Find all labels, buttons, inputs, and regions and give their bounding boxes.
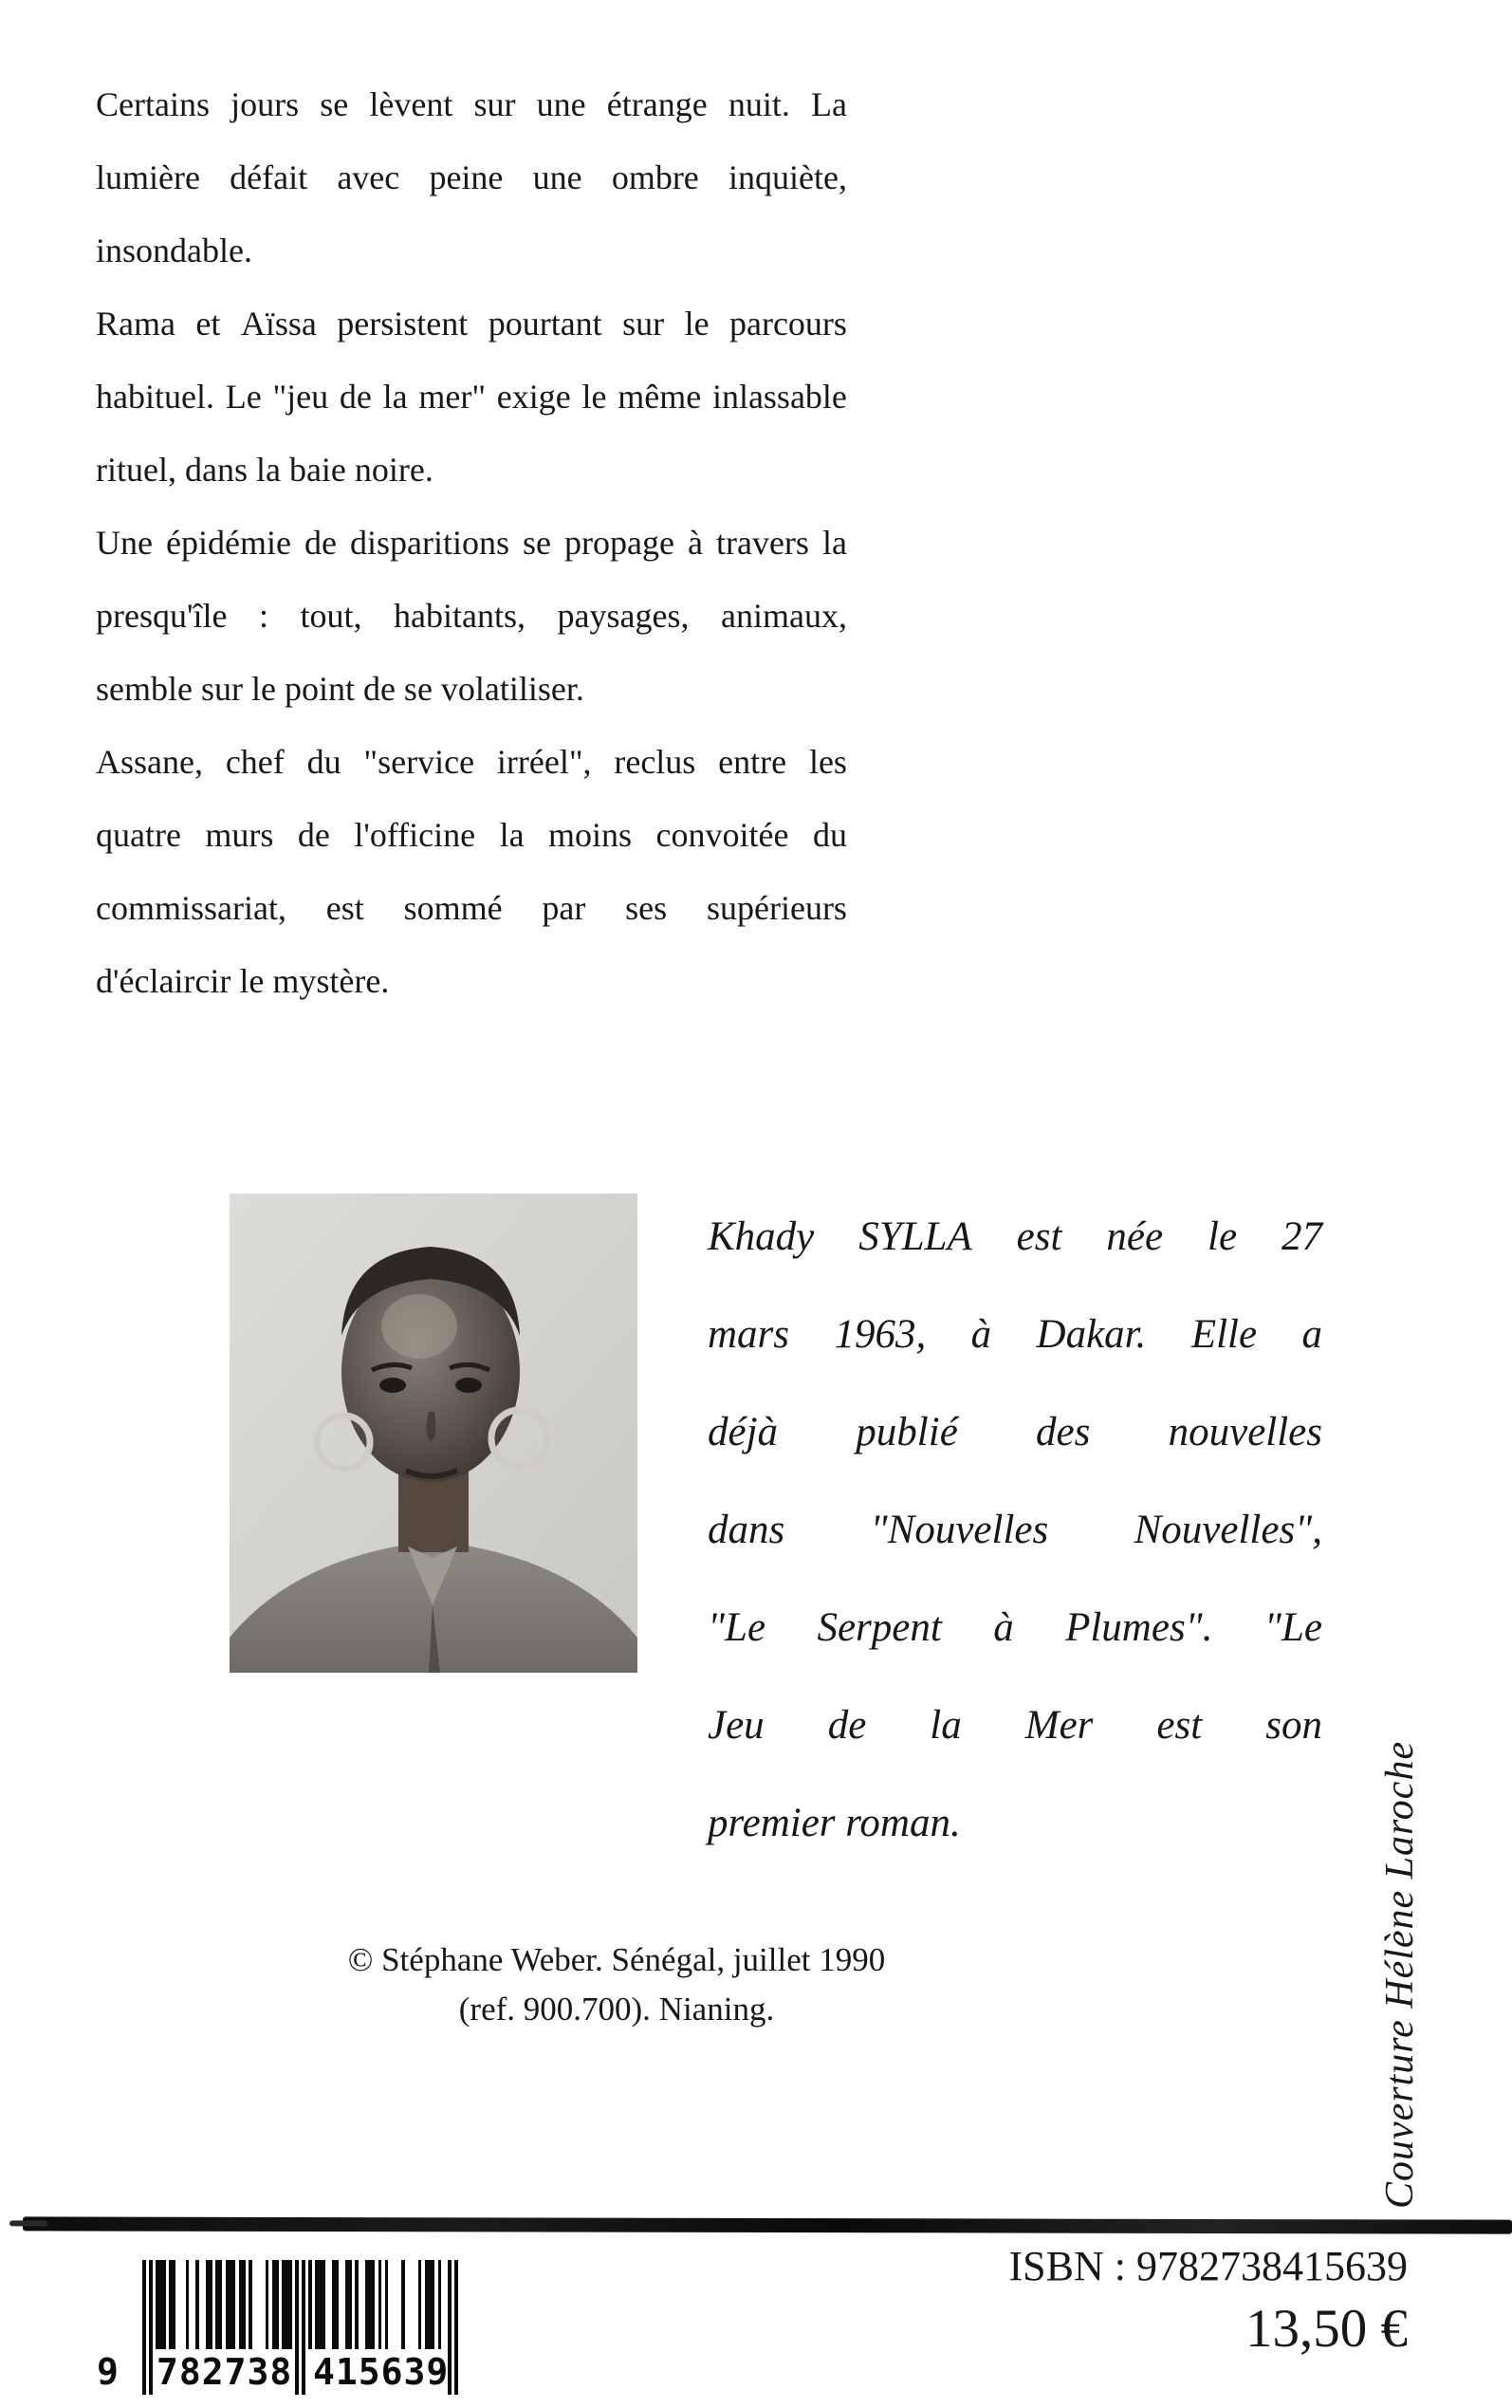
bio-line: premier roman. (708, 1801, 961, 1845)
synopsis-line: habituel. Le "jeu de la mer" exige le même inlassable (96, 378, 847, 416)
author-bio (708, 1188, 1322, 1872)
barcode-lead-digit: 9 (97, 2351, 120, 2393)
synopsis-line: insondable. (96, 232, 252, 269)
photo-credit (228, 1936, 1005, 2034)
synopsis-line: lumière défait avec peine une ombre inquiète, (96, 158, 847, 196)
photo-credit-line: © Stéphane Weber. Sénégal, juillet 1990 (347, 1941, 886, 1978)
synopsis-line: semble sur le point de se volatiliser. (96, 670, 584, 708)
synopsis (96, 68, 847, 1018)
author-photo (230, 1194, 637, 1673)
bio-line: Khady SYLLA est née le 27 (708, 1214, 1322, 1259)
author-portrait-image (230, 1194, 637, 1673)
bio-line: "Le Serpent à Plumes". "Le (708, 1605, 1322, 1650)
price-text: 13,50 € (1245, 2299, 1408, 2359)
synopsis-line: Rama et Aïssa persistent pourtant sur le parcours (96, 305, 847, 343)
barcode (97, 2260, 458, 2402)
cover-bottom-edge (23, 2216, 1512, 2233)
synopsis-line: Certains jours se lèvent sur une étrange nuit. La (96, 85, 847, 123)
synopsis-line: quatre murs de l'officine la moins convoitée du (96, 816, 847, 854)
cover-designer-credit: Couverture Hélène Laroche (1378, 1740, 1422, 2209)
bio-line: déjà publié des nouvelles (708, 1410, 1322, 1454)
isbn-text: ISBN : 9782738415639 (1008, 2243, 1408, 2289)
bio-line: mars 1963, à Dakar. Elle a (708, 1312, 1322, 1357)
synopsis-line: commissariat, est sommé par ses supérieurs (96, 889, 847, 927)
isbn-price-block (1009, 2241, 1408, 2362)
barcode-digits-right: 415639 (313, 2351, 450, 2393)
synopsis-line: rituel, dans la baie noire. (96, 451, 433, 489)
synopsis-line: Assane, chef du "service irréel", reclus entre les (96, 743, 847, 781)
synopsis-line: presqu'île : tout, habitants, paysages, animaux, (96, 597, 847, 635)
barcode-digits-left: 782738 (157, 2351, 293, 2393)
photo-credit-line: (ref. 900.700). Nianing. (458, 1991, 775, 2028)
synopsis-line: Une épidémie de disparitions se propage à travers la (96, 524, 847, 562)
synopsis-line: d'éclaircir le mystère. (96, 962, 390, 1000)
bio-line: Jeu de la Mer est son (708, 1703, 1322, 1748)
bio-line: dans "Nouvelles Nouvelles", (708, 1508, 1322, 1552)
